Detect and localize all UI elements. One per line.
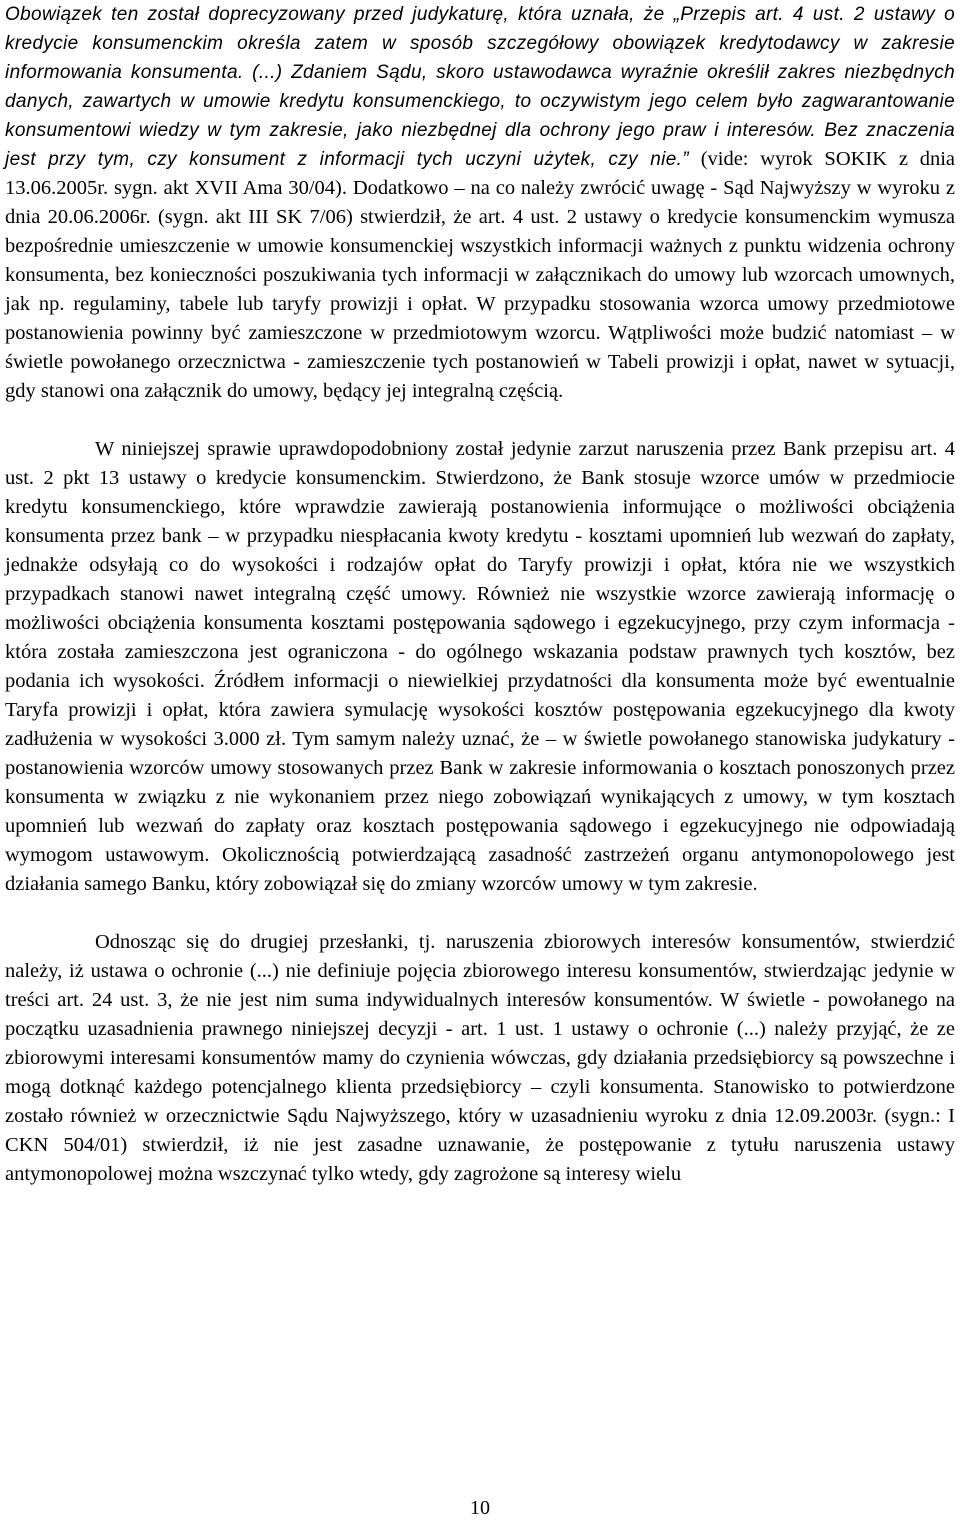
quoted-judgment-text: Obowiązek ten został doprecyzowany przed judykaturę, która uznała, że „Przepis art. 4 ust. 2 ustawy o kredycie konsumenckim określa zatem w sposób szczegółowy obowiązek kredytodawcy w zakresie informowania konsumenta. (...) Zdaniem Sądu, skoro ustawodawca wyraźnie określił zakres niezbędnych danych, zawartych w umowie kredytu konsumenckiego, to oczywistym jego celem było zagwarantowanie konsumentowi wiedzy w tym zakresie, jako niezbędnej dla ochrony jego praw i interesów. Bez znaczenia jest przy tym, czy konsument z informacji tych uczyni użytek, czy nie.” bbox=[5, 4, 955, 170]
page-number: 10 bbox=[470, 1497, 490, 1519]
document-body bbox=[5, 0, 955, 1189]
paragraph-spacer bbox=[5, 406, 955, 435]
paragraph-text: (vide: wyrok SOKIK z dnia 13.06.2005r. sygn. akt XVII Ama 30/04). Dodatkowo – na co należy zwrócić uwagę - Sąd Najwyższy w wyroku z dnia 20.06.2006r. (sygn. akt III SK 7/06) stwierdził, że art. 4 ust. 2 ustawy o kredycie konsumenckim wymusza bezpośrednie umieszczenie w umowie konsumenckiej wszystkich informacji ważnych z punktu widzenia ochrony konsumenta, bez konieczności poszukiwania tych informacji w załącznikach do umowy lub wzorcach umownych, jak np. regulaminy, tabele lub taryfy prowizji i opłat. W przypadku stosowania wzorca umowy przedmiotowe postanowienia powinny być zamieszczone w przedmiotowym wzorcu. Wątpliwości może budzić natomiast – w świetle powołanego orzecznictwa - zamieszczenie tych postanowień w Tabeli prowizji i opłat, nawet w sytuacji, gdy stanowi ona załącznik do umowy, będący jej integralną częścią. bbox=[5, 148, 955, 402]
paragraph-text: W niniejszej sprawie uprawdopodobniony został jedynie zarzut naruszenia przez Bank przepisu art. 4 ust. 2 pkt 13 ustawy o kredycie konsumenckim. Stwierdzono, że Bank stosuje wzorce umów w przedmiocie kredytu konsumenckiego, które wprawdzie zawierają postanowienia informujące o możliwości obciążenia konsumenta przez bank – w przypadku niespłacania kwoty kredytu - kosztami upomnień lub wezwań do zapłaty, jednakże odsyłają co do wysokości i rodzajów opłat do Taryfy prowizji i opłat, która nie we wszystkich przypadkach stanowi nawet integralną część umowy. Również nie wszystkie wzorce zawierają informację o możliwości obciążenia konsumenta kosztami postępowania sądowego i egzekucyjnego, przy czym informacja - która została zamieszczona jest ograniczona - do ogólnego wskazania podstaw prawnych tych kosztów, bez podania ich wysokości. Źródłem informacji o niewielkiej przydatności dla konsumenta może być ewentualnie Taryfa prowizji i opłat, która zawiera symulację wysokości kosztów postępowania egzekucyjnego dla kwoty zadłużenia w wysokości 3.000 zł. Tym samym należy uznać, że – w świetle powołanego stanowiska judykatury - postanowienia wzorców umowy stosowanych przez Bank w zakresie informowania o kosztach ponoszonych przez konsumenta w związku z nie wykonaniem przez niego zobowiązań wynikających z umowy, w tym kosztach upomnień lub wezwań do zapłaty oraz kosztach postępowania sądowego i egzekucyjnego nie odpowiadają wymogom ustawowym. Okolicznością potwierdzającą zasadność zastrzeżeń organu antymonopolowego jest działania samego Banku, który zobowiązał się do zmiany wzorców umowy w tym zakresie. bbox=[5, 438, 955, 895]
paragraph-2 bbox=[5, 435, 955, 899]
paragraph-spacer bbox=[5, 899, 955, 928]
paragraph-text: Odnosząc się do drugiej przesłanki, tj. naruszenia zbiorowych interesów konsumentów, stwierdzić należy, iż ustawa o ochronie (...) nie definiuje pojęcia zbiorowego interesu konsumentów, stwierdzając jedynie w treści art. 24 ust. 3, że nie jest nim suma indywidualnych interesów konsumentów. W świetle - powołanego na początku uzasadnienia prawnego niniejszej decyzji - art. 1 ust. 1 ustawy o ochronie (...) należy przyjąć, że ze zbiorowymi interesami konsumentów mamy do czynienia wówczas, gdy działania przedsiębiorcy są powszechne i mogą dotknąć każdego potencjalnego klienta przedsiębiorcy – czyli konsumenta. Stanowisko to potwierdzone zostało również w orzecznictwie Sądu Najwyższego, który w uzasadnieniu wyroku z dnia 12.09.2003r. (sygn.: I CKN 504/01) stwierdził, iż nie jest zasadne uznawanie, że postępowanie z tytułu naruszenia ustawy antymonopolowej można wszczynać tylko wtedy, gdy zagrożone są interesy wielu bbox=[5, 931, 955, 1185]
paragraph-1 bbox=[5, 0, 955, 406]
paragraph-3 bbox=[5, 928, 955, 1189]
